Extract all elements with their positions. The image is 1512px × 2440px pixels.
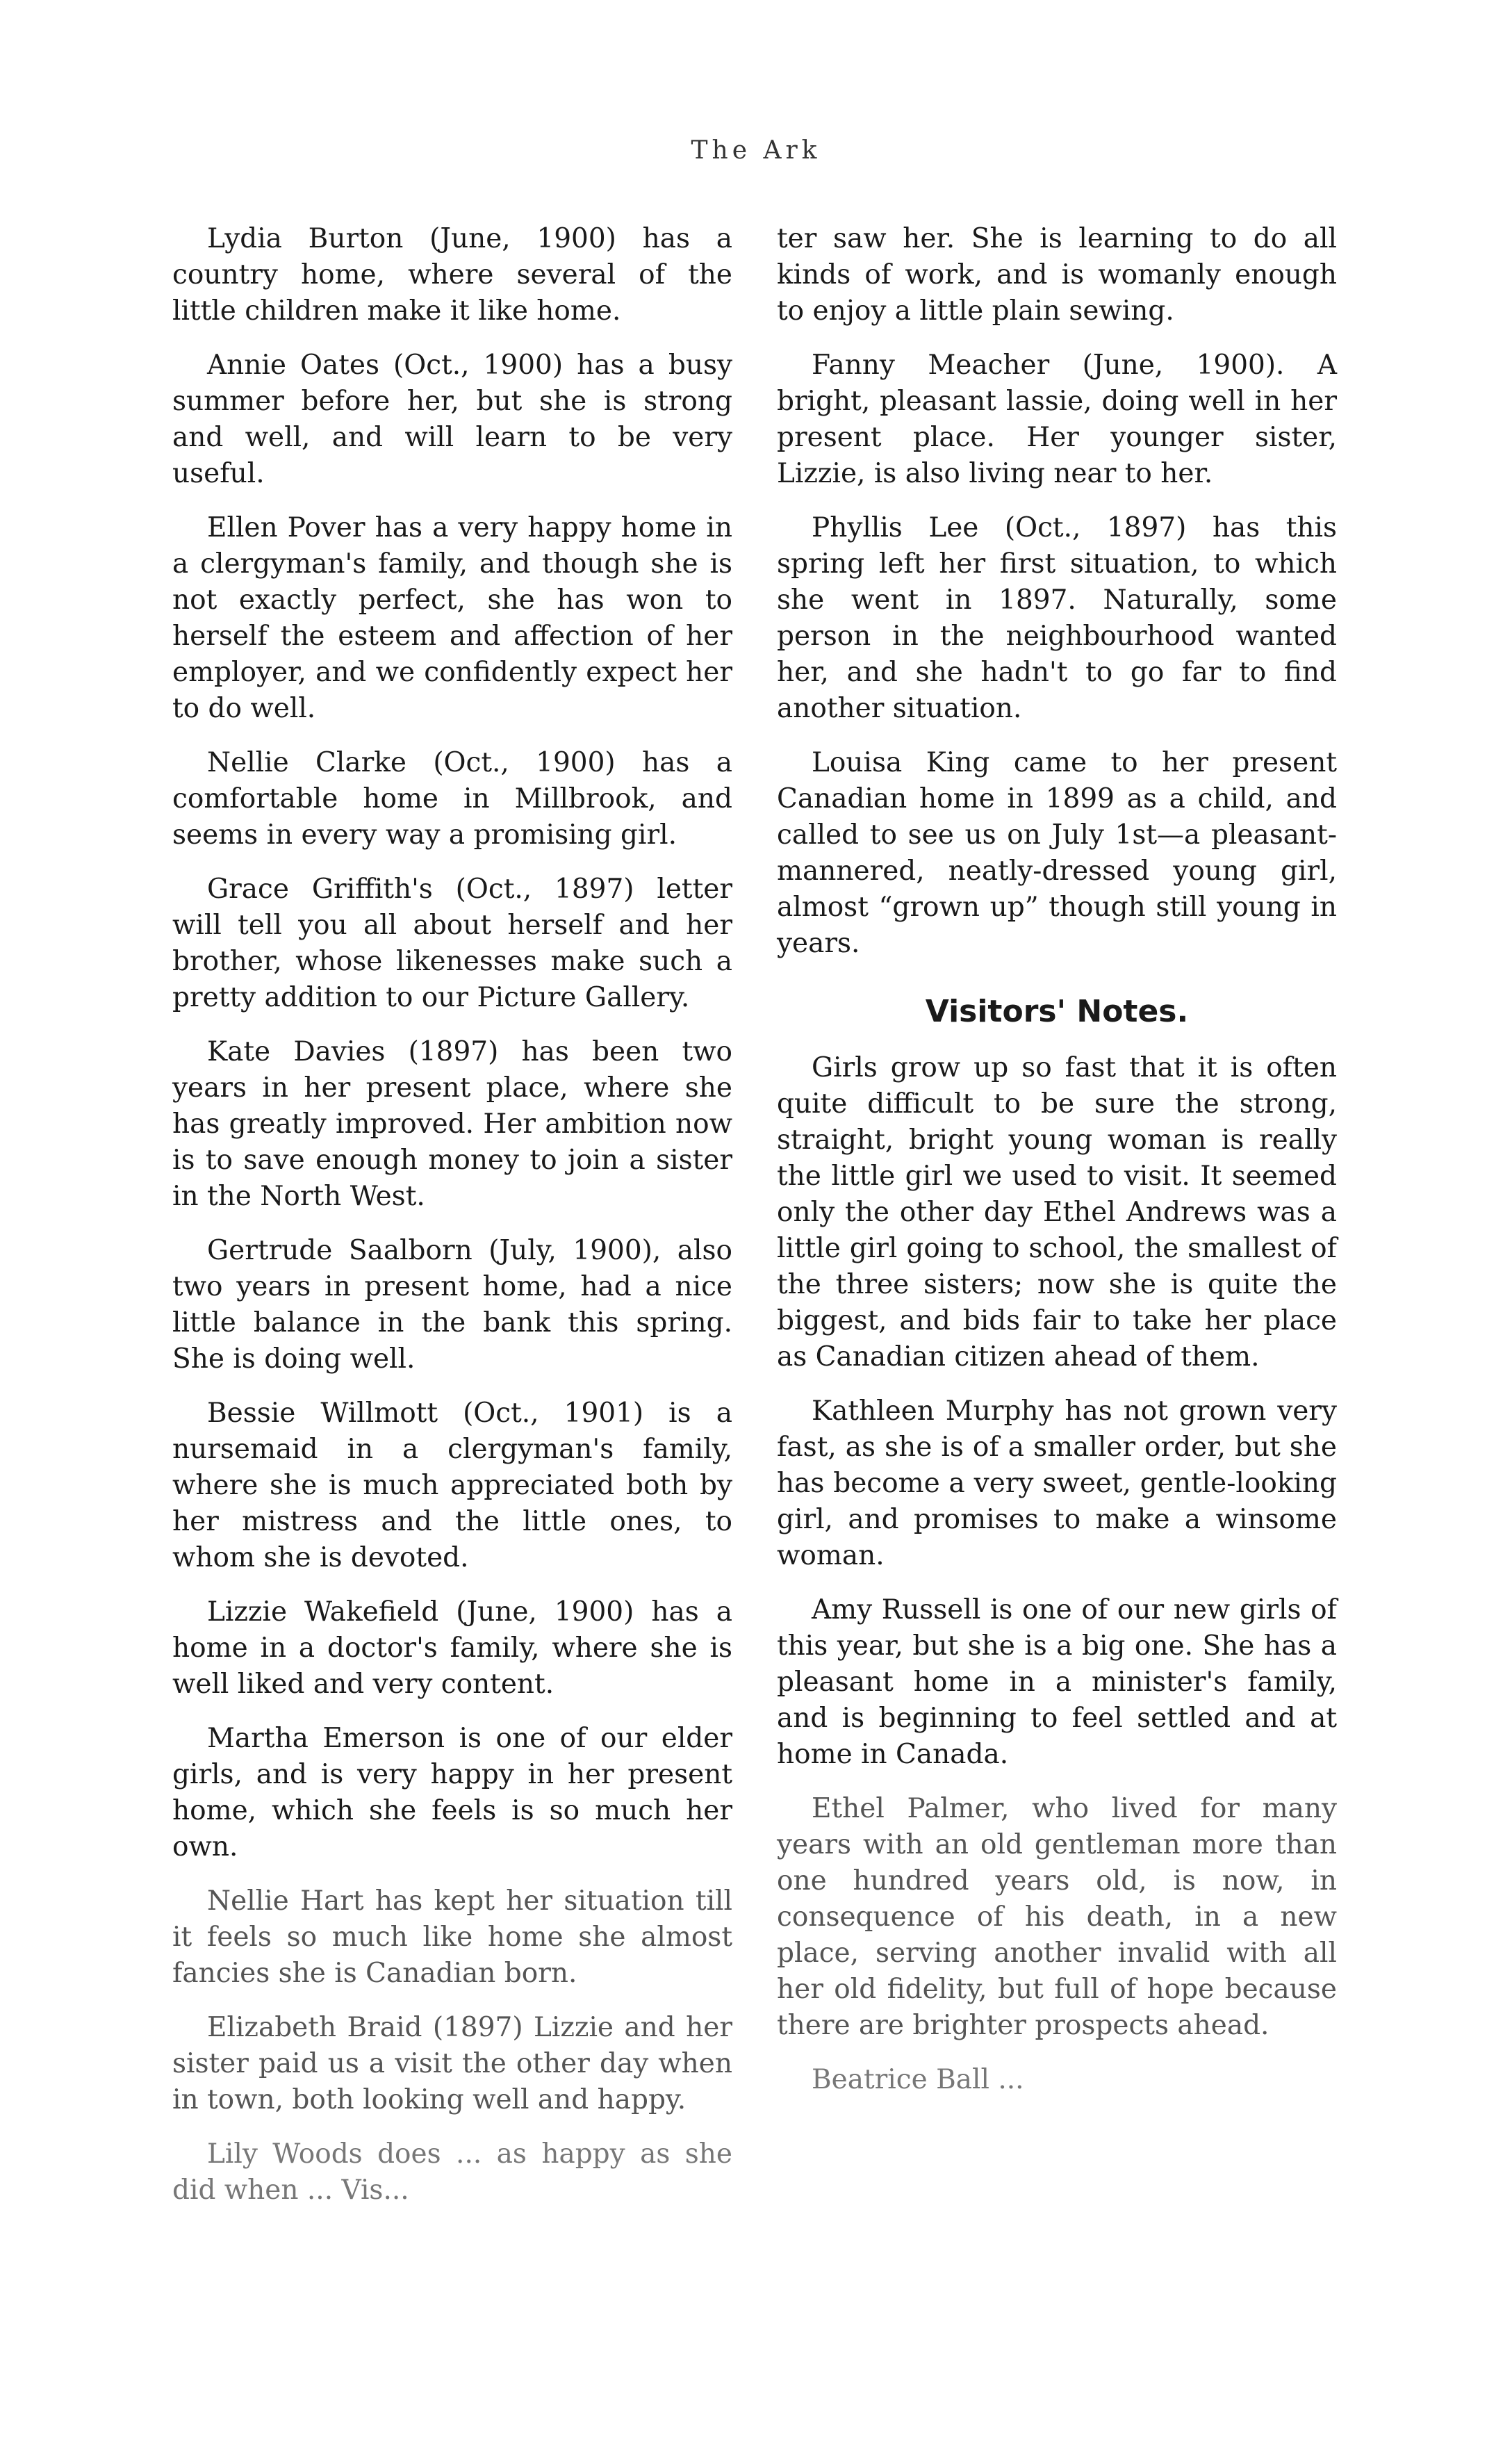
right-column [777, 221, 1337, 2116]
note-kathleen-murphy: Kathleen Murphy has not grown very fast, as she is of a smaller order, but she has become a very sweet, gentle-looking girl, and promises to make a winsome woman. [777, 1395, 1337, 1571]
note-lydia-burton: Lydia Burton (June, 1900) has a country home, where several of the little children make it like home. [172, 223, 732, 327]
note-elizabeth-braid: Elizabeth Braid (1897) Lizzie and her sister paid us a visit the other day when in town, both looking well and happy. [172, 2012, 732, 2115]
note-fanny-meacher: Fanny Meacher (June, 1900). A bright, pleasant lassie, doing well in her present place. Her younger sister, Lizzie, is also living near to her. [777, 350, 1337, 489]
note-lizzie-wakefield: Lizzie Wakefield (June, 1900) has a home in a doctor's family, where she is well liked and very content. [172, 1596, 732, 1700]
note-nellie-clarke: Nellie Clarke (Oct., 1900) has a comfortable home in Millbrook, and seems in every way a promising girl. [172, 747, 732, 851]
left-column [172, 221, 732, 2227]
note-ellen-pover: Ellen Pover has a very happy home in a clergyman's family, and though she is not exactly perfect, she has won to herself the esteem and affection of her employer, and we confidently expect her to do well. [172, 512, 732, 724]
note-nellie-hart: Nellie Hart has kept her situation till it feels so much like home she almost fancies she is Canadian born. [172, 1885, 732, 1989]
note-continued-top: ter saw her. She is learning to do all kinds of work, and is womanly enough to enjoy a little plain sewing. [777, 223, 1337, 327]
note-kate-davies: Kate Davies (1897) has been two years in her present place, where she has greatly improved. Her ambition now is to save enough money to join a sister in the North West. [172, 1036, 732, 1212]
note-lily-woods: Lily Woods does ... as happy as she did when ... Vis... [172, 2138, 732, 2206]
note-beatrice-ball: Beatrice Ball ... [812, 2064, 1024, 2095]
note-phyllis-lee: Phyllis Lee (Oct., 1897) has this spring left her first situation, to which she went in 1897. Naturally, some person in the neighbourhood wanted her, and she hadn't to go far to find another situation. [777, 512, 1337, 724]
note-ethel-palmer: Ethel Palmer, who lived for many years with an old gentleman more than one hundred years old, is now, in consequence of his death, in a new place, serving another invalid with all her old fidelity, but full of hope because there are brighter prospects ahead. [777, 1793, 1337, 2041]
running-title: The Ark [691, 136, 821, 165]
note-annie-oates: Annie Oates (Oct., 1900) has a busy summer before her, but she is strong and well, and will learn to be very useful. [172, 350, 732, 489]
note-ethel-andrews: Girls grow up so fast that it is often quite difficult to be sure the strong, straight, bright young woman is really the little girl we used to visit. It seemed only the other day Ethel Andrews was a little girl going to school, the smallest of the three sisters; now she is quite the biggest, and bids fair to take her place as Canadian citizen ahead of them. [777, 1052, 1337, 1373]
note-bessie-willmott: Bessie Willmott (Oct., 1901) is a nursemaid in a clergyman's family, where she is much appreciated both by her mistress and the little ones, to whom she is devoted. [172, 1398, 732, 1573]
note-gertrude-saalborn: Gertrude Saalborn (July, 1900), also two years in present home, had a nice little balance in the bank this spring. She is doing well. [172, 1235, 732, 1375]
visitors-notes-heading: Visitors' Notes. [925, 994, 1189, 1029]
note-louisa-king: Louisa King came to her present Canadian home in 1899 as a child, and called to see us on July 1st—a pleasant-mannered, neatly-dressed young girl, almost “grown up” though still young in years. [777, 747, 1337, 959]
note-martha-emerson: Martha Emerson is one of our elder girls, and is very happy in her present home, which she feels is so much her own. [172, 1723, 732, 1862]
note-amy-russell: Amy Russell is one of our new girls of this year, but she is a big one. She has a pleasant home in a minister's family, and is beginning to feel settled and at home in Canada. [777, 1594, 1337, 1770]
note-grace-griffith: Grace Griffith's (Oct., 1897) letter will tell you all about herself and her brother, whose likenesses make such a pretty addition to our Picture Gallery. [172, 874, 732, 1013]
